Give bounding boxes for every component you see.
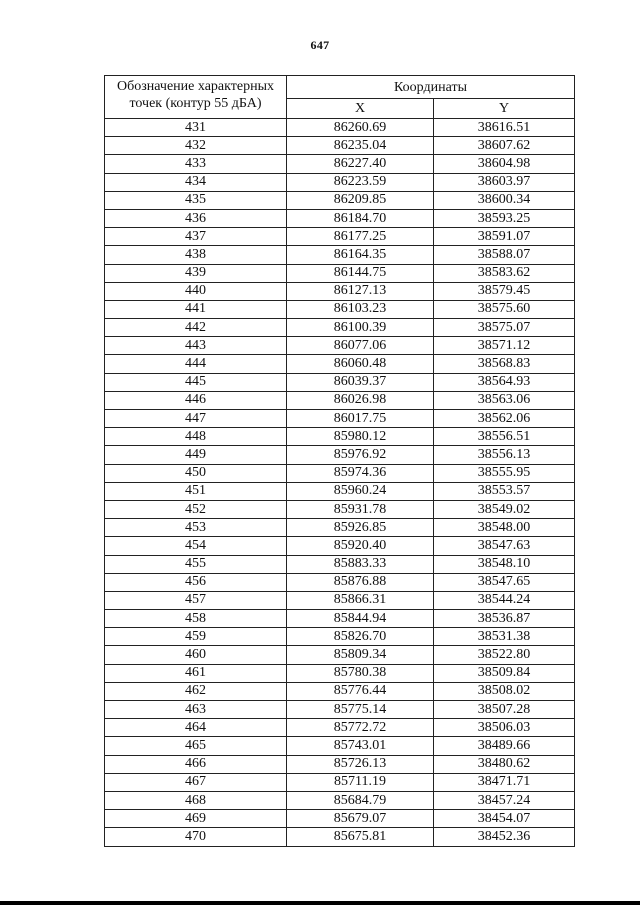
x-cell: 85775.14 (287, 701, 434, 719)
table-row (105, 319, 575, 337)
table-row (105, 519, 575, 537)
x-cell: 85711.19 (287, 773, 434, 791)
y-cell: 38591.07 (434, 228, 575, 246)
point-cell: 434 (105, 173, 287, 191)
table-row (105, 264, 575, 282)
x-cell: 85743.01 (287, 737, 434, 755)
y-cell: 38508.02 (434, 682, 575, 700)
y-cell: 38548.00 (434, 519, 575, 537)
point-cell: 469 (105, 810, 287, 828)
point-cell: 446 (105, 391, 287, 409)
point-cell: 442 (105, 319, 287, 337)
x-column-header: X (287, 99, 434, 119)
table-row (105, 410, 575, 428)
y-cell: 38452.36 (434, 828, 575, 846)
table-row (105, 391, 575, 409)
x-cell: 85980.12 (287, 428, 434, 446)
point-cell: 452 (105, 500, 287, 518)
y-cell: 38547.65 (434, 573, 575, 591)
point-cell: 456 (105, 573, 287, 591)
y-cell: 38507.28 (434, 701, 575, 719)
point-cell: 448 (105, 428, 287, 446)
point-cell: 460 (105, 646, 287, 664)
x-cell: 86223.59 (287, 173, 434, 191)
point-cell: 437 (105, 228, 287, 246)
y-cell: 38556.51 (434, 428, 575, 446)
table-row (105, 209, 575, 227)
x-cell: 86039.37 (287, 373, 434, 391)
y-cell: 38593.25 (434, 209, 575, 227)
x-cell: 86209.85 (287, 191, 434, 209)
point-cell: 445 (105, 373, 287, 391)
point-cell: 462 (105, 682, 287, 700)
y-cell: 38544.24 (434, 591, 575, 609)
table-row (105, 591, 575, 609)
y-cell: 38563.06 (434, 391, 575, 409)
table-row (105, 628, 575, 646)
y-cell: 38579.45 (434, 282, 575, 300)
y-cell: 38571.12 (434, 337, 575, 355)
x-cell: 85920.40 (287, 537, 434, 555)
point-cell: 438 (105, 246, 287, 264)
y-cell: 38549.02 (434, 500, 575, 518)
y-cell: 38522.80 (434, 646, 575, 664)
y-cell: 38575.60 (434, 300, 575, 318)
scan-edge (0, 901, 640, 905)
y-cell: 38562.06 (434, 410, 575, 428)
point-cell: 449 (105, 446, 287, 464)
y-cell: 38536.87 (434, 610, 575, 628)
table-row (105, 682, 575, 700)
table-row (105, 664, 575, 682)
table-row (105, 500, 575, 518)
point-cell: 470 (105, 828, 287, 846)
y-cell: 38509.84 (434, 664, 575, 682)
table-row (105, 828, 575, 846)
point-cell: 454 (105, 537, 287, 555)
y-column-header: Y (434, 99, 575, 119)
x-cell: 86227.40 (287, 155, 434, 173)
x-cell: 85726.13 (287, 755, 434, 773)
x-cell: 85976.92 (287, 446, 434, 464)
point-cell: 433 (105, 155, 287, 173)
table-row (105, 810, 575, 828)
table-row (105, 464, 575, 482)
point-cell: 464 (105, 719, 287, 737)
table-row (105, 446, 575, 464)
y-cell: 38548.10 (434, 555, 575, 573)
x-cell: 85974.36 (287, 464, 434, 482)
points-column-header: Обозначение характерных точек (контур 55 дБА) (105, 76, 287, 119)
point-cell: 466 (105, 755, 287, 773)
x-cell: 86127.13 (287, 282, 434, 300)
table-row (105, 755, 575, 773)
table-row (105, 701, 575, 719)
y-cell: 38556.13 (434, 446, 575, 464)
x-cell: 85844.94 (287, 610, 434, 628)
x-cell: 85809.34 (287, 646, 434, 664)
table-row (105, 646, 575, 664)
table-row (105, 610, 575, 628)
y-cell: 38480.62 (434, 755, 575, 773)
table-row (105, 155, 575, 173)
table-row (105, 173, 575, 191)
x-cell: 86164.35 (287, 246, 434, 264)
x-cell: 86026.98 (287, 391, 434, 409)
point-cell: 444 (105, 355, 287, 373)
y-cell: 38471.71 (434, 773, 575, 791)
point-cell: 458 (105, 610, 287, 628)
x-cell: 85780.38 (287, 664, 434, 682)
page-number: 647 (310, 38, 330, 52)
x-cell: 85931.78 (287, 500, 434, 518)
table-row (105, 773, 575, 791)
table-row (105, 791, 575, 809)
y-cell: 38547.63 (434, 537, 575, 555)
point-cell: 450 (105, 464, 287, 482)
table-row (105, 228, 575, 246)
table-header (105, 76, 575, 119)
point-cell: 441 (105, 300, 287, 318)
x-cell: 85679.07 (287, 810, 434, 828)
y-cell: 38600.34 (434, 191, 575, 209)
point-cell: 457 (105, 591, 287, 609)
table-row (105, 282, 575, 300)
point-cell: 439 (105, 264, 287, 282)
point-cell: 459 (105, 628, 287, 646)
x-cell: 86077.06 (287, 337, 434, 355)
y-cell: 38583.62 (434, 264, 575, 282)
table-row (105, 428, 575, 446)
point-cell: 451 (105, 482, 287, 500)
point-cell: 461 (105, 664, 287, 682)
y-cell: 38616.51 (434, 119, 575, 137)
table-row (105, 373, 575, 391)
point-cell: 455 (105, 555, 287, 573)
x-cell: 86177.25 (287, 228, 434, 246)
point-cell: 436 (105, 209, 287, 227)
table-row (105, 555, 575, 573)
point-cell: 468 (105, 791, 287, 809)
table-row (105, 537, 575, 555)
x-cell: 86103.23 (287, 300, 434, 318)
table-row (105, 300, 575, 318)
table-row (105, 191, 575, 209)
table-row (105, 337, 575, 355)
y-cell: 38564.93 (434, 373, 575, 391)
y-cell: 38555.95 (434, 464, 575, 482)
point-cell: 463 (105, 701, 287, 719)
x-cell: 85772.72 (287, 719, 434, 737)
point-cell: 432 (105, 137, 287, 155)
x-cell: 85926.85 (287, 519, 434, 537)
y-cell: 38603.97 (434, 173, 575, 191)
coordinates-column-header: Координаты (287, 76, 575, 99)
table-row (105, 119, 575, 137)
y-cell: 38454.07 (434, 810, 575, 828)
table-row (105, 719, 575, 737)
x-cell: 85866.31 (287, 591, 434, 609)
x-cell: 85675.81 (287, 828, 434, 846)
x-cell: 86144.75 (287, 264, 434, 282)
y-cell: 38531.38 (434, 628, 575, 646)
table-row (105, 355, 575, 373)
y-cell: 38588.07 (434, 246, 575, 264)
x-cell: 85776.44 (287, 682, 434, 700)
x-cell: 85960.24 (287, 482, 434, 500)
point-cell: 453 (105, 519, 287, 537)
y-cell: 38506.03 (434, 719, 575, 737)
x-cell: 86100.39 (287, 319, 434, 337)
y-cell: 38568.83 (434, 355, 575, 373)
x-cell: 85826.70 (287, 628, 434, 646)
x-cell: 86184.70 (287, 209, 434, 227)
point-cell: 447 (105, 410, 287, 428)
point-cell: 467 (105, 773, 287, 791)
x-cell: 86235.04 (287, 137, 434, 155)
y-cell: 38489.66 (434, 737, 575, 755)
point-cell: 431 (105, 119, 287, 137)
y-cell: 38457.24 (434, 791, 575, 809)
x-cell: 85876.88 (287, 573, 434, 591)
x-cell: 86017.75 (287, 410, 434, 428)
table-row (105, 573, 575, 591)
coordinates-table (104, 75, 575, 847)
y-cell: 38607.62 (434, 137, 575, 155)
point-cell: 435 (105, 191, 287, 209)
x-cell: 86060.48 (287, 355, 434, 373)
y-cell: 38604.98 (434, 155, 575, 173)
table-row (105, 246, 575, 264)
point-cell: 465 (105, 737, 287, 755)
table-row (105, 137, 575, 155)
point-cell: 443 (105, 337, 287, 355)
y-cell: 38553.57 (434, 482, 575, 500)
y-cell: 38575.07 (434, 319, 575, 337)
point-cell: 440 (105, 282, 287, 300)
table-row (105, 482, 575, 500)
x-cell: 85883.33 (287, 555, 434, 573)
table-row (105, 737, 575, 755)
x-cell: 86260.69 (287, 119, 434, 137)
x-cell: 85684.79 (287, 791, 434, 809)
table-body (105, 119, 575, 847)
